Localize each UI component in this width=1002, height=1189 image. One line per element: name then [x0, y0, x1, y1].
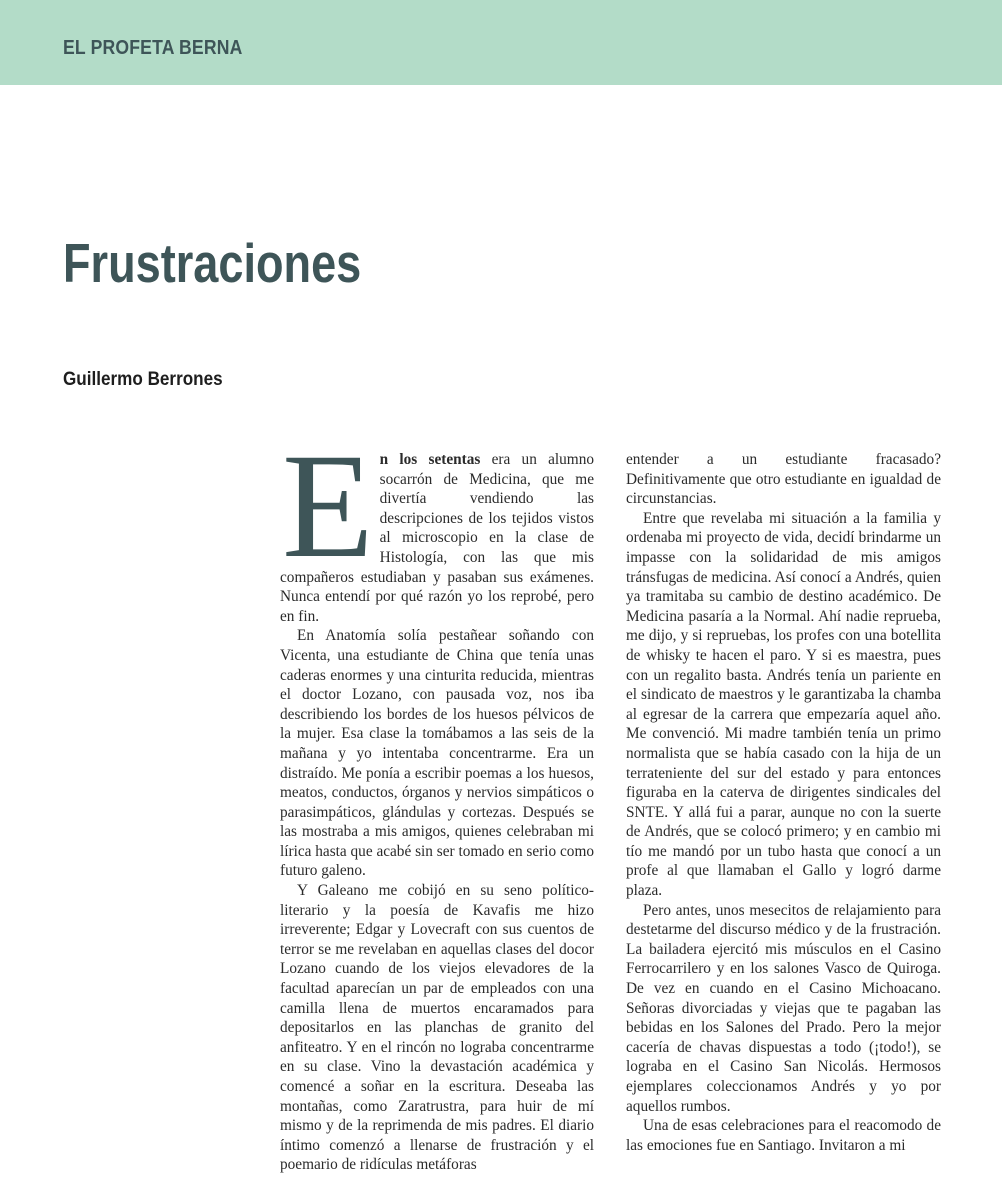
paragraph-text: era un alumno socarrón de Medicina, que me divertía vendiendo las descripciones de los tejidos vistos al microscopio en la clase de Histología, con las que mis compañeros estudiaban y pasaban sus exámenes. Nunca entendí por qué razón yo los reprobé, pero en fin. — [280, 451, 594, 625]
text-column-left — [280, 450, 594, 1189]
lead-in: n los setentas — [379, 451, 481, 468]
paragraph: entender a un estudiante fracasado? Definitivamente que otro estudiante en igualdad de circunstancias. — [626, 451, 941, 508]
text-column-right — [626, 450, 941, 1189]
paragraph: En Anatomía solía pestañear soñando con Vicenta, una estudiante de China que tenía unas caderas enormes y una cinturita reducida, mientras el doctor Lozano, con pausada voz, nos iba describiendo los bordes de los huesos pélvicos de la mujer. Esa clase la tomábamos a las seis de la mañana y yo intentaba concentrarme. Era un distraído. Me ponía a escribir poemas a los huesos, meatos, conductos, órganos y nervios simpáticos o parasimpáticos, glándulas y cortezas. Después se las mostraba a mis amigos, quienes celebraban mi lírica hasta que acabé sin ser tomado en serio como futuro galeno. — [280, 627, 594, 880]
section-label: EL PROFETA BERNA — [63, 37, 243, 59]
paragraph — [280, 450, 594, 626]
paragraph: Una de esas celebraciones para el reacomodo de las emociones fue en Santiago. Invitaron a mi — [626, 1117, 941, 1154]
drop-cap: E — [282, 450, 374, 589]
header-band — [0, 0, 1002, 85]
article-author: Guillermo Berrones — [63, 369, 223, 390]
paragraph: Entre que revelaba mi situación a la familia y ordenaba mi proyecto de vida, decidí brindarme un impasse con la solidaridad de mis amigos tránsfugas de medicina. Así conocí a Andrés, quien ya tramitaba su cambio de destino académico. De Medicina pasaría a la Normal. Ahí nadie reprueba, me dijo, y si repruebas, los profes con una botellita de whisky te hacen el paro. Y si es maestra, pues con un regalito basta. Andrés tenía un pariente en el sindicato de maestros y le garantizaba la chamba al egresar de la carrera que empezaría aquel año. Me convenció. Mi madre también tenía un primo normalista que se había casado con la hija de un terrateniente del sur del estado y para entonces figuraba en la caterva de dirigentes sindicales del SNTE. Y allá fui a parar, aunque no con la suerte de Andrés, que se colocó primero; y en cambio mi tío me mandó por un tubo hasta que conocí a un profe al que llamaban el Gallo y logró darme plaza. — [626, 509, 941, 900]
paragraph: Pero antes, unos mesecitos de relajamiento para destetarme del discurso médico y de la frustración. La bailadera ejercitó mis músculos en el Casino Ferrocarrilero y en los salones Vasco de Quiroga. De vez en cuando en el Casino Michoacano. Señoras divorciadas y viejas que te pagaban las bebidas en los Salones del Prado. Pero la mejor cacería de chavas dispuestas a todo (¡todo!), se lograba en el Casino San Nicolás. Hermosos ejemplares coleccionamos Andrés y yo por aquellos rumbos. — [626, 901, 941, 1115]
paragraph: Y Galeano me cobijó en su seno político-literario y la poesía de Kavafis me hizo irreverente; Edgar y Lovecraft con sus cuentos de terror se me revelaban en aquellas clases del docor Lozano cuando de los viejos elevadores de la facultad aparecían un par de empleados con una camilla llena de muertos encaramados para depositarlos en las planchas de granito del anfiteatro. Y en el rincón no lograba concentrarme en su clase. Vino la devastación académica y comencé a soñar en la escritura. Deseaba las montañas, como Zaratrustra, para huir de mí mismo y de la reprimenda de mis padres. El diario íntimo comenzó a llenarse de frustración y el poemario de ridículas metáforas — [280, 882, 594, 1174]
article-title: Frustraciones — [63, 232, 362, 294]
